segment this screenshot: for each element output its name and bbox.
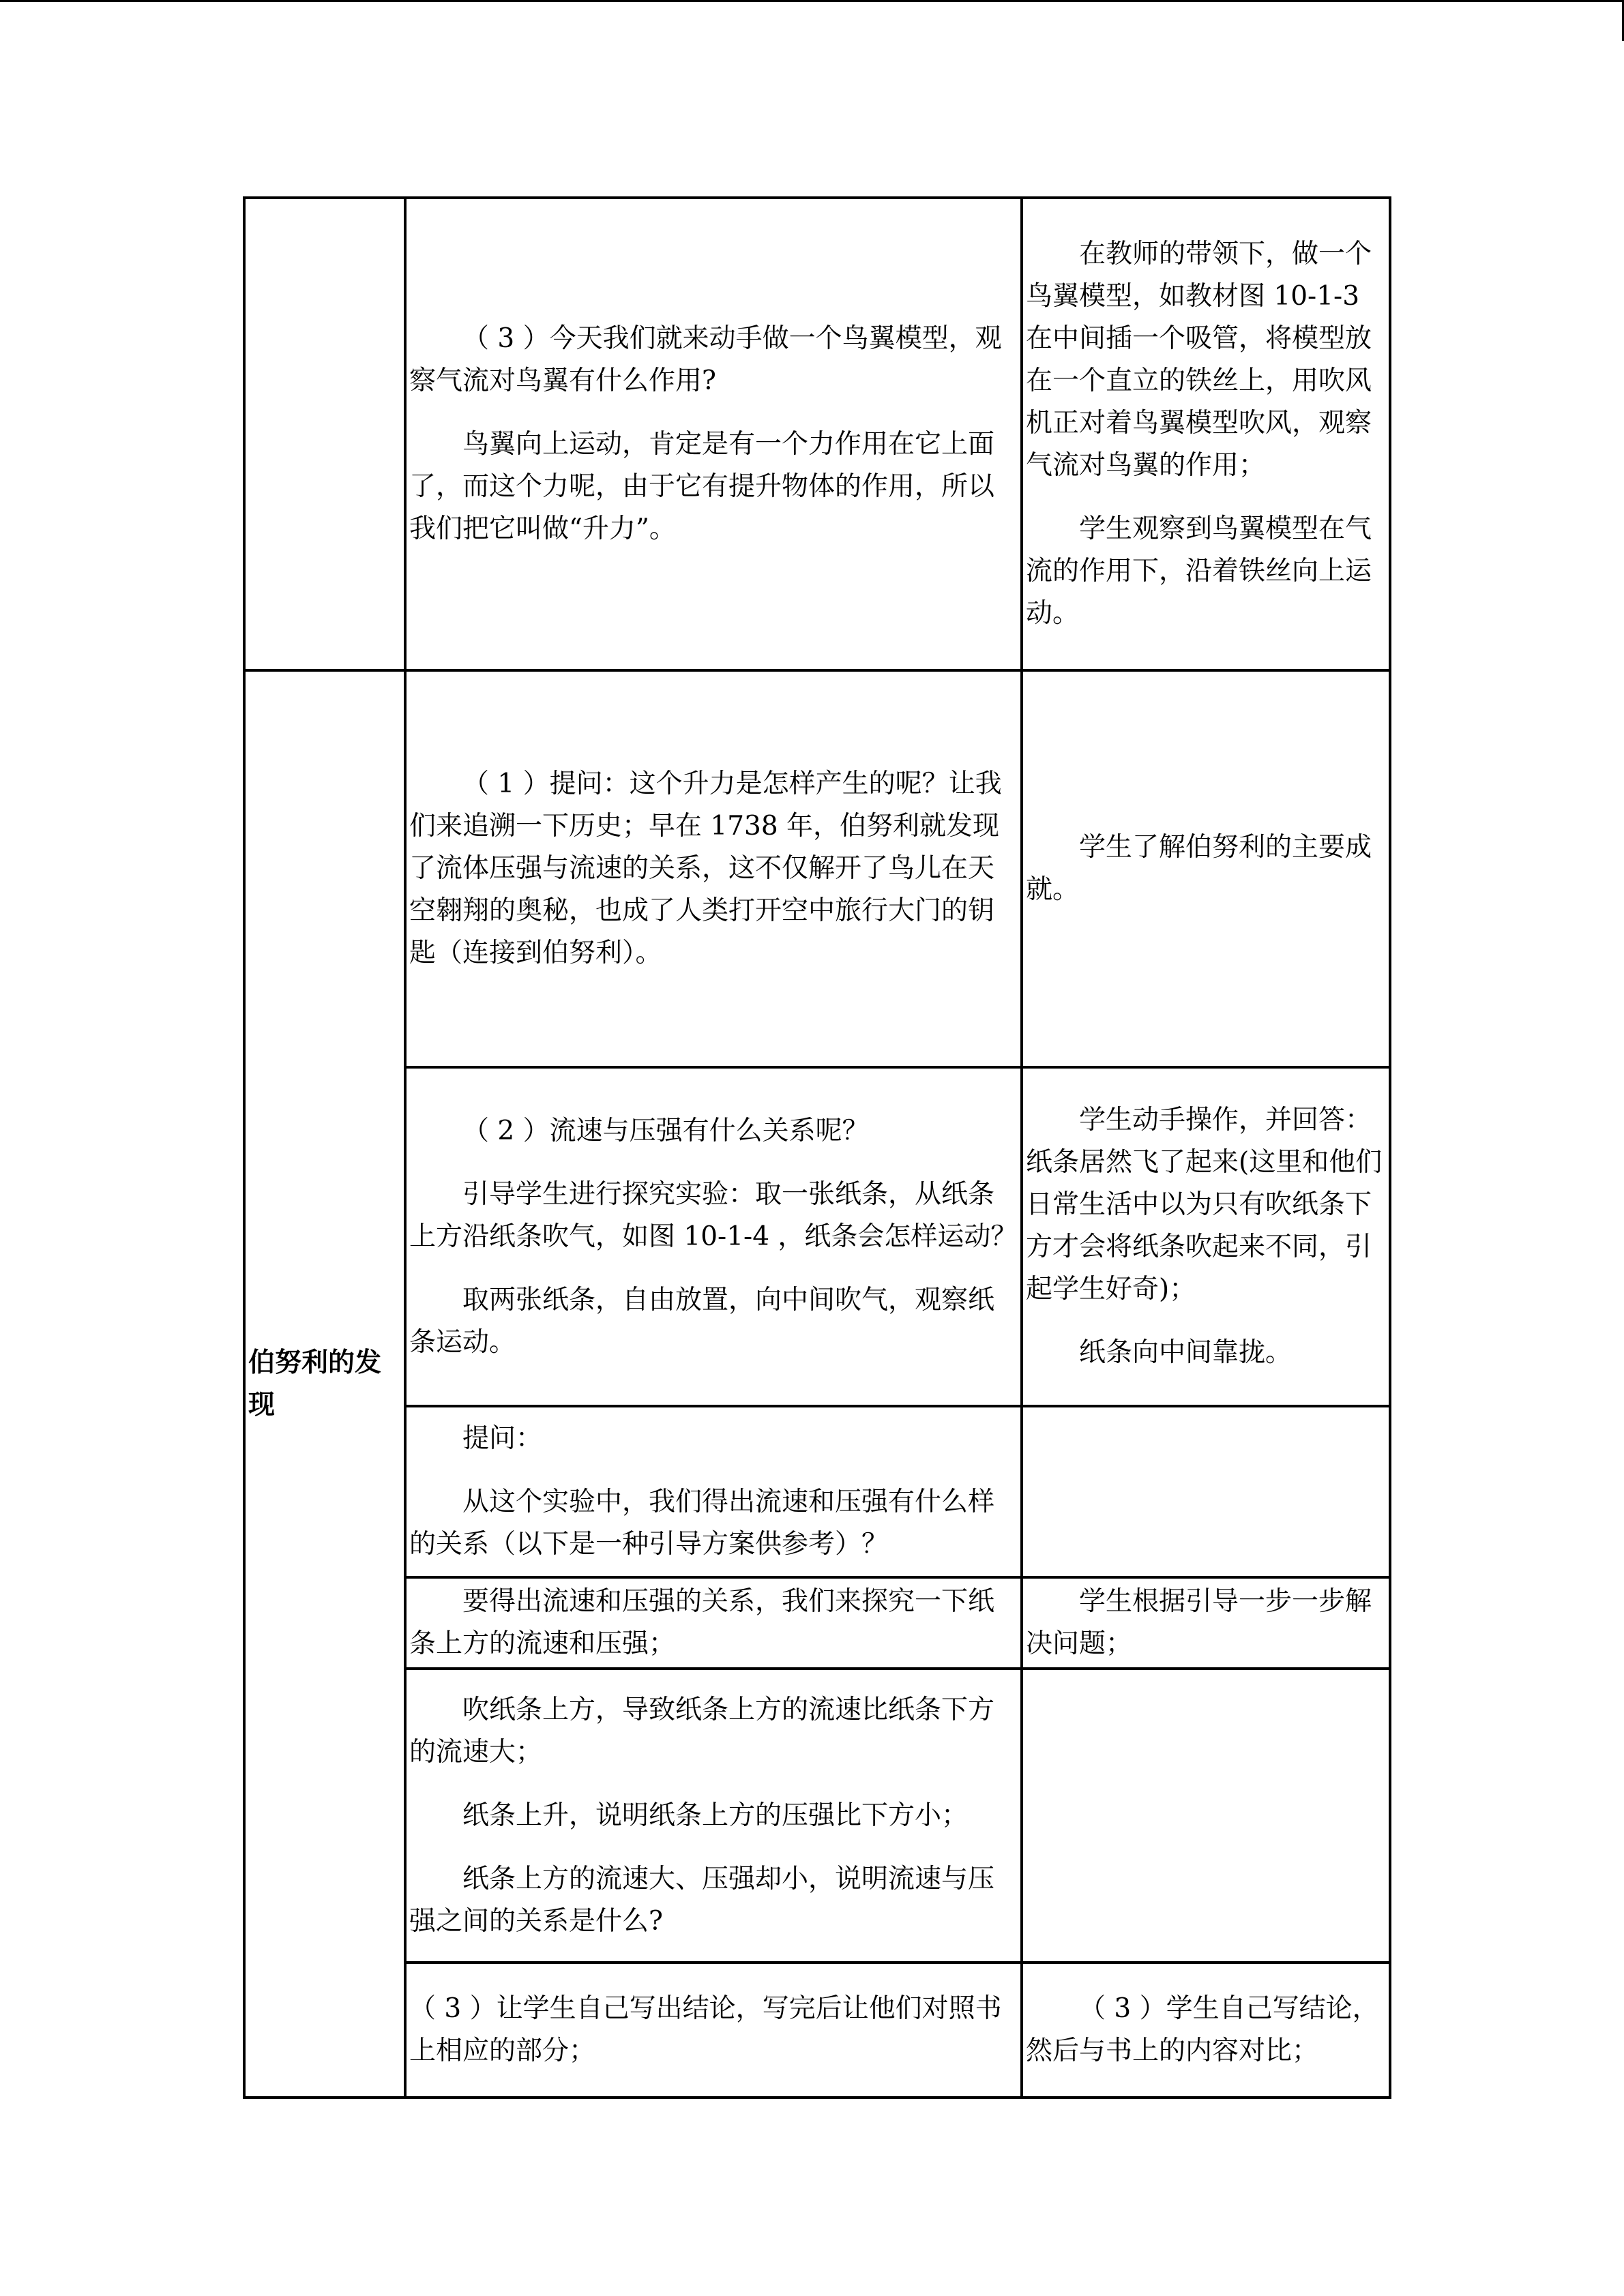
teacher-paragraph: 取两张纸条，自由放置，向中间吹气，观察纸条运动。: [409, 1284, 995, 1358]
table-row: [244, 198, 1390, 670]
student-paragraph: 学生观察到鸟翼模型在气流的作用下，沿着铁丝向上运动。: [1026, 513, 1372, 629]
student-activity-cell: [1022, 1577, 1390, 1669]
teacher-paragraph: 吹纸条上方，导致纸条上方的流速比纸条下方的流速大；: [409, 1694, 995, 1768]
teacher-activity-cell: [405, 670, 1022, 1067]
teacher-paragraph: 要得出流速和压强的关系，我们来探究一下纸条上方的流速和压强；: [409, 1586, 995, 1659]
teacher-activity-cell: [405, 1963, 1022, 2098]
teacher-paragraph: （ 3 ）让学生自己写出结论，写完后让他们对照书上相应的部分；: [409, 1993, 1002, 2066]
table-row: [244, 1577, 1390, 1669]
student-paragraph: 纸条向中间靠拢。: [1079, 1337, 1293, 1368]
table-row: [244, 670, 1390, 1067]
student-activity-cell: [1022, 1067, 1390, 1406]
student-activity-cell: [1022, 198, 1390, 670]
student-paragraph: （ 3 ）学生自己写结论，然后与书上的内容对比；: [1026, 1993, 1379, 2066]
student-paragraph: 学生了解伯努利的主要成就。: [1026, 832, 1372, 905]
page-top-border: [0, 0, 1624, 2]
teacher-activity-cell: [405, 1067, 1022, 1406]
teacher-paragraph: （ 1 ）提问：这个升力是怎样产生的呢？让我们来追溯一下历史；早在 1738 年，伯努利就发现了流体压强与流速的关系，这不仅解开了鸟儿在天空翱翔的奥秘，也成了人类打开空中旅行大门的钥匙（连接到伯努利）。: [409, 769, 1002, 968]
teacher-activity-cell: [405, 1406, 1022, 1577]
teacher-paragraph: （ 2 ）流速与压强有什么关系呢？: [462, 1115, 869, 1146]
student-activity-cell: [1022, 1669, 1390, 1963]
teacher-paragraph: 鸟翼向上运动，肯定是有一个力作用在它上面了，而这个力呢，由于它有提升物体的作用，所以我们把它叫做“升力”。: [409, 429, 995, 544]
teacher-paragraph: 纸条上升，说明纸条上方的压强比下方小；: [462, 1800, 969, 1831]
teacher-paragraph: 纸条上方的流速大、压强却小，说明流速与压强之间的关系是什么?: [409, 1863, 995, 1937]
student-activity-cell: [1022, 670, 1390, 1067]
student-activity-cell: [1022, 1406, 1390, 1577]
student-activity-cell: [1022, 1963, 1390, 2098]
teacher-activity-cell: [405, 198, 1022, 670]
teacher-paragraph: （ 3 ）今天我们就来动手做一个鸟翼模型，观察气流对鸟翼有什么作用?: [409, 323, 1002, 396]
table-row: [244, 1406, 1390, 1577]
student-paragraph: 在教师的带领下，做一个鸟翼模型，如教材图 10-1-3 在中间插一个吸管，将模型放在一个直立的铁丝上，用吹风机正对着鸟翼模型吹风，观察气流对鸟翼的作用；: [1026, 239, 1372, 481]
table-row: [244, 1669, 1390, 1963]
table-row: [244, 1067, 1390, 1406]
teacher-paragraph: 引导学生进行探究实验：取一张纸条，从纸条上方沿纸条吹气，如图 10-1-4 ，纸条会怎样运动？: [409, 1178, 1018, 1252]
teacher-paragraph: 从这个实验中，我们得出流速和压强有什么样的关系（以下是一种引导方案供参考）？: [409, 1487, 995, 1560]
student-paragraph: 学生根据引导一步一步解决问题；: [1026, 1586, 1372, 1659]
student-paragraph: 学生动手操作，并回答：纸条居然飞了起来(这里和他们日常生活中以为只有吹纸条下方才会将纸条吹起来不同，引起学生好奇)；: [1026, 1105, 1383, 1304]
topic-cell-empty: [244, 198, 405, 670]
teacher-activity-cell: [405, 1669, 1022, 1963]
teacher-activity-cell: [405, 1577, 1022, 1669]
section-title: 伯努利的发现: [244, 670, 405, 2098]
lesson-plan-table: [243, 196, 1391, 2099]
teacher-paragraph: 提问：: [462, 1423, 543, 1454]
table-row: [244, 1963, 1390, 2098]
